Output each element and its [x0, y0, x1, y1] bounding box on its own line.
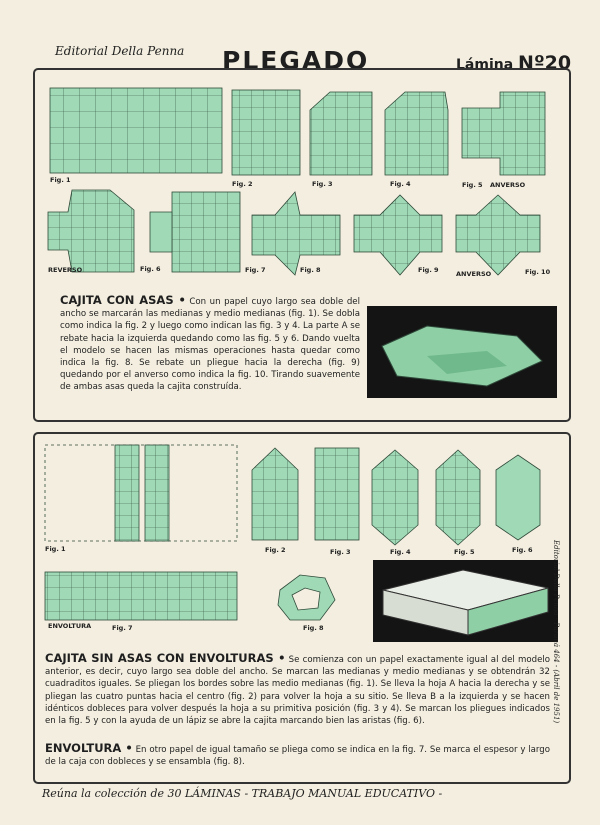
publisher-logo: Editorial Della Penna [55, 44, 185, 58]
section1-heading: CAJITA CON ASAS • [60, 293, 186, 307]
envoltura-text: En otro papel de igual tamaño se pliega como se indica en la fig. 7. Se marca el espesor y largo de la caja con dobleces y se ensambla (fig. 8). [45, 745, 550, 768]
section2-text-block [45, 652, 550, 727]
envoltura-text-block [45, 742, 550, 768]
fig-label: Fig. 8 [300, 266, 321, 274]
fig-label: ANVERSO [456, 270, 492, 278]
fig3-shape [315, 448, 359, 540]
fig1-dashed-grid [45, 445, 237, 541]
section1-text: Con un papel cuyo largo sea doble del ancho se marcarán las medianas y medio medianas (fig. 1). Se dobla como indica la fig. 2 y luego como indican las fig. 3 y 4. La parte A se rebate hacia la izquierda quedando como las fig. 5 y 6. Dando vuelta el modelo se hacen las mismas operaciones hasta quedar como indica la fig. 8. Se rebate un pliegue hacia la derecha (fig. 9) quedando por el anverso como indica la fig. 10. Tirando suavemente de ambas asas queda la cajita construída. [60, 297, 360, 393]
lamina-number: Nº20 [518, 52, 572, 74]
fig-label: Fig. 6 [140, 265, 161, 273]
fig-label: Fig. 7 [112, 624, 133, 632]
envoltura-strip [45, 572, 237, 620]
fig-label: REVERSO [48, 266, 83, 274]
envoltura-heading: ENVOLTURA • [45, 741, 133, 755]
fig-label: Fig. 8 [303, 624, 324, 632]
fig-label: Fig. 1 [50, 176, 71, 184]
fig-label: Fig. 5 [454, 548, 475, 556]
fig-label: ANVERSO [490, 181, 526, 189]
photo-cajita-sin-asas [373, 560, 558, 642]
fig1-strip-b [145, 445, 169, 541]
fig-label: Fig. 7 [245, 266, 266, 274]
fig-label: Fig. 9 [418, 266, 439, 274]
fig-label: Fig. 4 [390, 548, 411, 556]
fig-label: Fig. 10 [525, 268, 551, 276]
fig-label: ENVOLTURA [48, 622, 92, 630]
sidebar-imprint: Editorial Della Penna - Paraná 464 - (Abril de 1951) [552, 540, 560, 724]
fig-label: Fig. 6 [512, 546, 533, 554]
fig-label: Fig. 1 [45, 545, 66, 553]
fig-label: Fig. 3 [312, 180, 333, 188]
fig5-shape [436, 450, 480, 545]
lamina-label: Lámina [456, 57, 514, 73]
fig-label: Fig. 4 [390, 180, 411, 188]
footer-tagline: Reúna la colección de 30 LÁMINAS - TRABAJO MANUAL EDUCATIVO - [42, 787, 443, 800]
fig-label: Fig. 3 [330, 548, 351, 556]
page-title: PLEGADO [222, 46, 370, 75]
fig-label: Fig. 5 [462, 181, 483, 189]
section2-text: Se comienza con un papel exactamente igual al del modelo anterior, es decir, cuyo largo sea doble del ancho. Se marcan las medianas y medio medianas y se obtendrán 32 cuadraditos iguales. Se pliegan los bordes sobre las medio medianas (fig. 1). Se lleva la hoja A hacia la derecha y se pliegan las cuatro puntas hacia el centro (fig. 2) para volver la hoja a su sitio. Se lleva B a la izquierda y se hacen idénticos dobleces para volver después la hoja a su primitiva posición (fig. 3 y 4). Se marcan los pliegues indicados en la fig. 5 y con la ayuda de un lápiz se abre la cajita marcando bien las aristas (fig. 6). [45, 655, 551, 727]
fig2-shape [252, 448, 298, 540]
fig6-shape [496, 455, 540, 540]
section2-heading: CAJITA SIN ASAS CON ENVOLTURAS • [45, 651, 286, 665]
fig4-shape [372, 450, 418, 545]
fig1-strip-a [115, 445, 139, 541]
fig-label: Fig. 2 [265, 546, 286, 554]
fig-label: Fig. 2 [232, 180, 253, 188]
